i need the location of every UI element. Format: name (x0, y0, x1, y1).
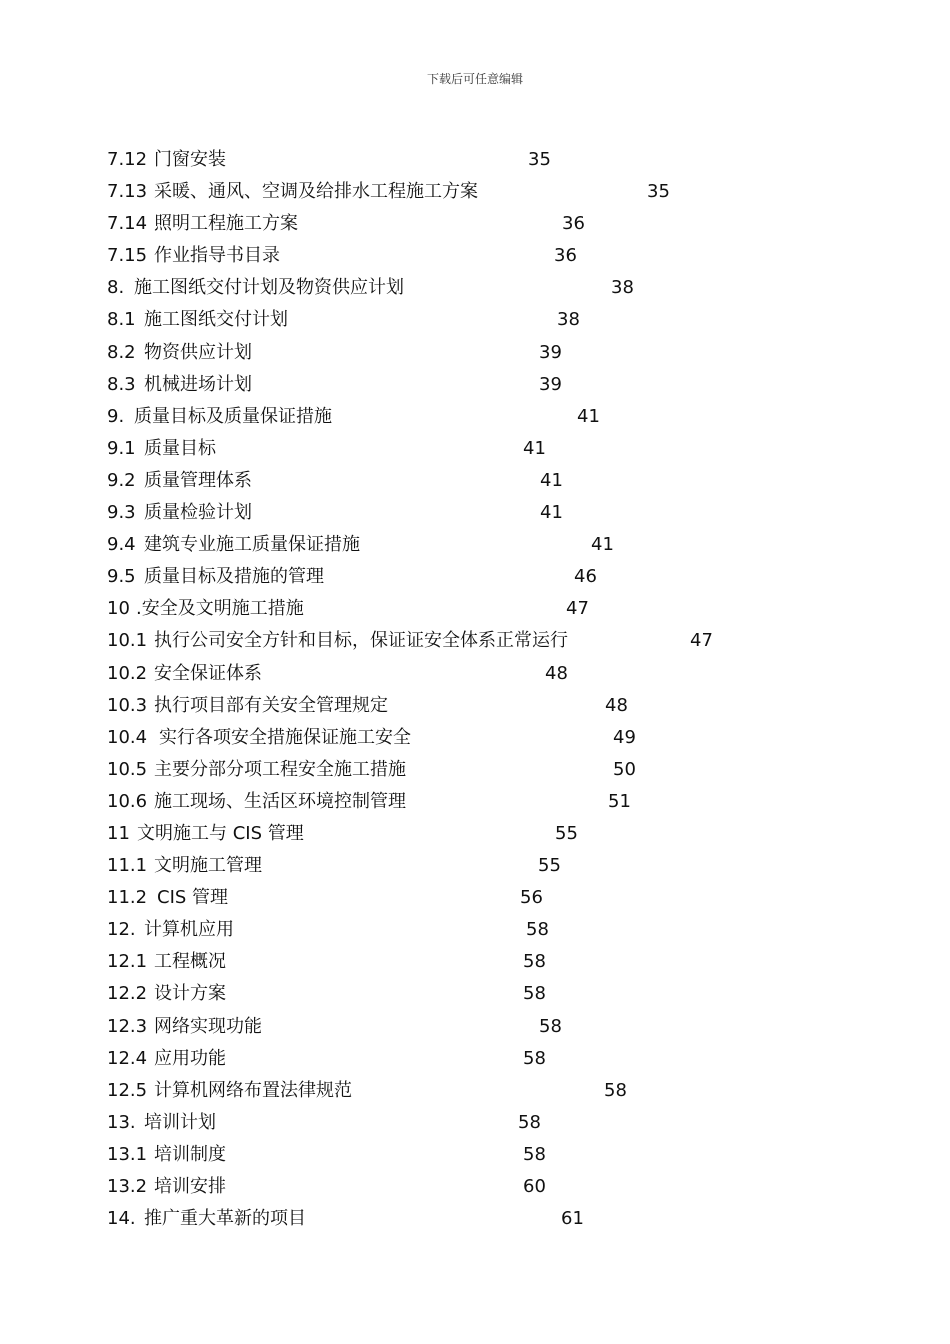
toc-entry-number: 9.2 (107, 469, 136, 491)
toc-entry-title: 物资供应计划 (144, 341, 252, 363)
toc-entry[interactable] (107, 497, 867, 529)
toc-entry[interactable] (107, 1203, 867, 1235)
toc-entry-number: 10.4 (107, 726, 148, 748)
toc-entry-page: 35 (647, 181, 670, 203)
toc-entry-page: 36 (562, 213, 585, 235)
toc-entry-number: 9.4 (107, 534, 136, 556)
toc-entry-number: 13.2 (107, 1176, 148, 1197)
toc-entry-number: 10.5 (107, 758, 148, 780)
toc-entry[interactable] (107, 401, 867, 433)
toc-entry-title: 质量目标及质量保证措施 (134, 405, 332, 427)
toc-entry[interactable] (107, 1107, 867, 1139)
toc-entry-title: 建筑专业施工质量保证措施 (144, 534, 360, 556)
toc-entry-page: 58 (539, 1015, 562, 1037)
toc-entry-page: 58 (523, 951, 546, 973)
toc-entry-title: 执行公司安全方针和目标，保证证安全体系正常运行 (154, 630, 568, 652)
toc-entry[interactable] (107, 240, 867, 272)
toc-entry[interactable] (107, 529, 867, 561)
toc-entry[interactable] (107, 1043, 867, 1075)
toc-entry[interactable] (107, 818, 867, 850)
toc-entry-title: 质量目标 (144, 437, 216, 459)
toc-entry-page: 41 (591, 534, 614, 556)
toc-entry-page: 41 (577, 405, 600, 427)
toc-entry-page: 58 (518, 1111, 541, 1133)
toc-entry[interactable] (107, 690, 867, 722)
toc-entry-page: 38 (611, 277, 634, 299)
toc-entry[interactable] (107, 369, 867, 401)
toc-entry-title: 培训计划 (144, 1111, 216, 1133)
toc-entry-number: 7.13 (107, 181, 148, 203)
toc-entry-page: 39 (539, 341, 562, 363)
toc-entry[interactable] (107, 658, 867, 690)
toc-entry-number: 9.5 (107, 566, 136, 588)
toc-entry[interactable] (107, 850, 867, 882)
toc-entry-title: .安全及文明施工措施 (136, 598, 304, 620)
toc-entry-number: 10.2 (107, 662, 148, 684)
toc-entry[interactable] (107, 208, 867, 240)
toc-entry-number: 10.6 (107, 790, 148, 812)
toc-entry-number: 13. (107, 1111, 136, 1133)
toc-entry-title: 工程概况 (154, 951, 226, 973)
toc-entry-title: 文明施工管理 (154, 855, 262, 877)
toc-entry-title: 施工现场、生活区环境控制管理 (154, 790, 406, 812)
toc-entry-page: 58 (523, 983, 546, 1005)
toc-entry-number: 7.12 (107, 149, 148, 170)
toc-entry-number: 10 (107, 598, 130, 620)
toc-entry-page: 58 (604, 1079, 627, 1101)
toc-entry-number: 9.3 (107, 502, 136, 524)
toc-entry-page: 49 (613, 726, 636, 748)
toc-entry-number: 12.2 (107, 983, 148, 1005)
toc-entry-page: 60 (523, 1176, 546, 1197)
toc-entry[interactable] (107, 1139, 867, 1171)
toc-entry-number: 8.2 (107, 341, 136, 363)
toc-entry[interactable] (107, 1011, 867, 1043)
toc-entry-title: 应用功能 (154, 1047, 226, 1069)
toc-entry-number: 13.1 (107, 1143, 148, 1165)
toc-entry-title: 施工图纸交付计划及物资供应计划 (134, 277, 404, 299)
toc-entry-title: 质量管理体系 (144, 469, 252, 491)
toc-entry[interactable] (107, 433, 867, 465)
toc-entry-title: 计算机应用 (144, 919, 234, 941)
toc-entry[interactable] (107, 722, 867, 754)
toc-entry-number: 7.15 (107, 245, 148, 267)
toc-entry-title: 施工图纸交付计划 (144, 309, 288, 331)
toc-entry-page: 38 (557, 309, 580, 331)
toc-entry-number: 8.3 (107, 373, 136, 395)
toc-entry-title: 采暖、通风、空调及给排水工程施工方案 (154, 181, 478, 203)
toc-entry-number: 11 (107, 822, 130, 844)
toc-entry-page: 58 (523, 1143, 546, 1165)
toc-entry-title: 主要分部分项工程安全施工措施 (154, 758, 406, 780)
toc-entry-page: 48 (605, 694, 628, 716)
toc-entry-number: 12.4 (107, 1047, 148, 1069)
toc-entry-page: 58 (526, 919, 549, 941)
toc-entry[interactable] (107, 465, 867, 497)
toc-entry-title: 照明工程施工方案 (154, 213, 298, 235)
toc-entry-title: 网络实现功能 (154, 1015, 262, 1037)
toc-entry-number: 14. (107, 1208, 136, 1230)
toc-entry[interactable] (107, 946, 867, 978)
toc-entry-title: 培训制度 (154, 1143, 226, 1165)
toc-entry-page: 61 (561, 1208, 584, 1230)
toc-entry[interactable] (107, 337, 867, 369)
toc-entry-number: 10.1 (107, 630, 148, 652)
toc-entry-page: 41 (523, 437, 546, 459)
table-of-contents (107, 144, 867, 1235)
toc-entry-title: CIS 管理 (157, 887, 229, 909)
toc-entry-page: 35 (528, 149, 551, 170)
toc-entry[interactable] (107, 176, 867, 208)
toc-entry[interactable] (107, 978, 867, 1010)
toc-entry-number: 7.14 (107, 213, 148, 235)
toc-entry-number: 11.1 (107, 855, 148, 877)
toc-entry-title: 文明施工与 CIS 管理 (137, 822, 304, 844)
toc-entry[interactable] (107, 1171, 867, 1203)
toc-entry-number: 9.1 (107, 437, 136, 459)
toc-entry[interactable] (107, 1075, 867, 1107)
toc-entry-title: 机械进场计划 (144, 373, 252, 395)
toc-entry[interactable] (107, 625, 867, 657)
toc-entry-page: 55 (538, 855, 561, 877)
toc-entry-title: 质量目标及措施的管理 (144, 566, 324, 588)
toc-entry-page: 55 (555, 822, 578, 844)
toc-entry[interactable] (107, 144, 867, 176)
toc-entry-title: 推广重大革新的项目 (144, 1208, 306, 1230)
toc-entry[interactable] (107, 914, 867, 946)
toc-entry-title: 实行各项安全措施保证施工安全 (159, 726, 411, 748)
toc-entry[interactable] (107, 593, 867, 625)
toc-entry-page: 47 (690, 630, 713, 652)
toc-entry-title: 质量检验计划 (144, 502, 252, 524)
toc-entry-page: 41 (540, 502, 563, 524)
toc-entry-number: 12.5 (107, 1079, 148, 1101)
toc-entry-number: 9. (107, 405, 125, 427)
toc-entry-page: 41 (540, 469, 563, 491)
toc-entry-title: 计算机网络布置法律规范 (154, 1079, 352, 1101)
toc-entry-number: 11.2 (107, 887, 148, 909)
toc-entry-page: 58 (523, 1047, 546, 1069)
toc-entry-number: 10.3 (107, 694, 148, 716)
toc-entry[interactable] (107, 754, 867, 786)
toc-entry[interactable] (107, 561, 867, 593)
toc-entry-title: 设计方案 (154, 983, 226, 1005)
toc-entry-number: 12. (107, 919, 136, 941)
toc-entry[interactable] (107, 304, 867, 336)
toc-entry-number: 8. (107, 277, 125, 299)
toc-entry[interactable] (107, 786, 867, 818)
toc-entry-page: 48 (545, 662, 568, 684)
toc-entry-title: 培训安排 (154, 1176, 226, 1197)
page-header: 下载后可任意编辑 (426, 72, 523, 86)
toc-entry-title: 作业指导书目录 (154, 245, 280, 267)
toc-entry-page: 56 (520, 887, 543, 909)
toc-entry-number: 12.3 (107, 1015, 148, 1037)
toc-entry-number: 8.1 (107, 309, 136, 331)
toc-entry-title: 执行项目部有关安全管理规定 (154, 694, 388, 716)
toc-entry-page: 50 (613, 758, 636, 780)
toc-entry-page: 39 (539, 373, 562, 395)
toc-entry-number: 12.1 (107, 951, 148, 973)
toc-entry-page: 46 (574, 566, 597, 588)
toc-entry-title: 安全保证体系 (154, 662, 262, 684)
toc-entry[interactable] (107, 272, 867, 304)
toc-entry-page: 47 (566, 598, 589, 620)
toc-entry-page: 36 (554, 245, 577, 267)
toc-entry-page: 51 (608, 790, 631, 812)
toc-entry-title: 门窗安装 (154, 149, 226, 170)
toc-entry[interactable] (107, 882, 867, 914)
